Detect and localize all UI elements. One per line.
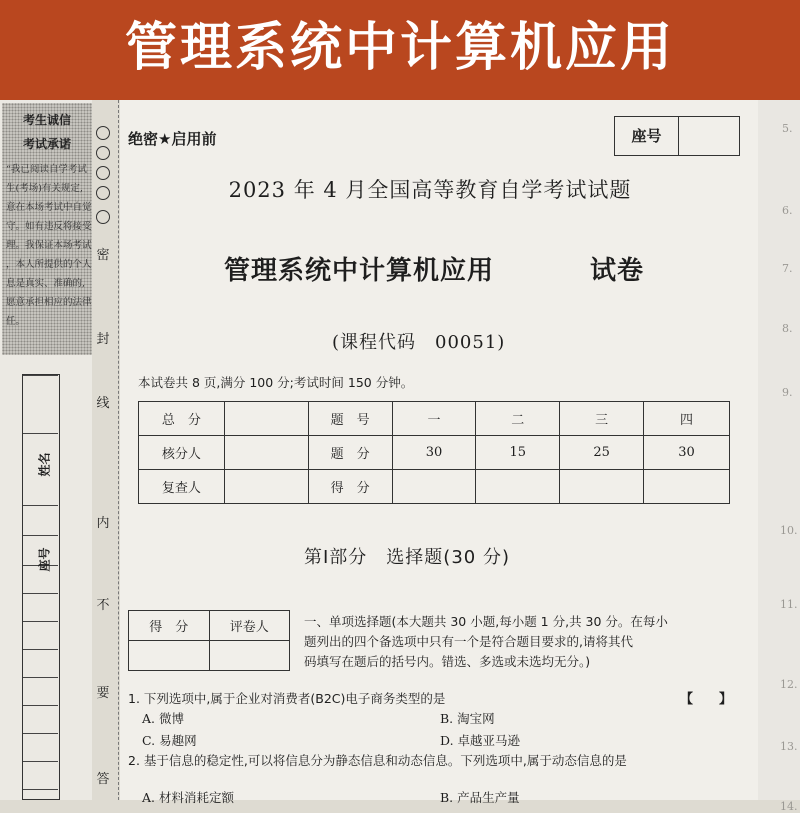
score-table-cell: 三 <box>560 402 644 436</box>
binding-char: 线 <box>96 396 110 411</box>
subject-title: 管理系统中计算机应用 <box>224 256 495 286</box>
next-page-question-number: 8. <box>782 322 793 335</box>
next-page-question-number: 14. <box>780 800 798 813</box>
banner-title: 管理系统中计算机应用 <box>124 18 675 78</box>
pledge-line: “我已阅读自学考试 <box>6 164 87 175</box>
binding-char: 要 <box>96 686 110 701</box>
next-page-question-number: 11. <box>780 598 798 611</box>
pledge-title-1: 考生诚信 <box>22 113 71 127</box>
seat-number-label: 座号 <box>631 127 662 145</box>
score-table-cell: 得 分 <box>308 470 392 504</box>
section-instructions <box>304 612 744 672</box>
binding-circle <box>96 126 110 140</box>
next-page-question-number: 5. <box>782 122 793 135</box>
binding-char: 内 <box>96 516 110 531</box>
score-table-cell: 25 <box>560 436 644 470</box>
instruction-line: 码填写在题后的括号内。错选、多选或未选均无分。) <box>304 654 591 669</box>
score-table-cell: 30 <box>644 436 730 470</box>
binding-circle <box>96 146 110 160</box>
score-table <box>138 401 730 504</box>
id-grid-cell <box>23 593 58 594</box>
binding-char: 封 <box>96 332 110 347</box>
id-grid-cell <box>23 535 58 536</box>
next-page-question-number: 7. <box>782 262 793 275</box>
id-grid-cell <box>23 677 58 678</box>
grader-name-cell <box>209 641 290 671</box>
exam-title: 2023 年 4 月全国高等教育自学考试试题 <box>228 178 632 202</box>
score-table-cell: 核分人 <box>139 436 225 470</box>
pledge-line: 愿意承担相应的法律 <box>6 297 92 308</box>
banner <box>0 0 800 100</box>
score-table-cell: 30 <box>392 436 476 470</box>
seat-label: 座号 <box>37 547 52 572</box>
pledge-line: 生(考场)有关规定, <box>6 183 83 194</box>
instruction-line: 一、单项选择题(本大题共 30 小题,每小题 1 分,共 30 分。在每小 <box>304 614 668 629</box>
pledge-line: 意在本场考试中自觉 <box>6 202 92 213</box>
score-table-cell: 四 <box>644 402 730 436</box>
pledge-line: 任。 <box>6 316 26 327</box>
pledge-line: 息是真实、准确的, <box>6 278 86 289</box>
score-table-cell <box>392 470 476 504</box>
binding-char: 密 <box>96 248 110 263</box>
pledge-line: 理。我保证本场考试 <box>6 240 92 251</box>
score-table-cell <box>476 470 560 504</box>
score-table-cell: 题 号 <box>308 402 392 436</box>
candidate-id-grid <box>22 374 60 800</box>
next-page-question-number: 12. <box>780 678 798 691</box>
binding-line <box>118 100 119 800</box>
score-table-cell: 15 <box>476 436 560 470</box>
id-grid-cell <box>23 433 58 434</box>
score-table-row <box>139 470 730 504</box>
id-grid-cell <box>23 505 58 506</box>
binding-char: 答 <box>96 772 110 787</box>
next-page-question-number: 9. <box>782 386 793 399</box>
score-table-cell: 复查人 <box>139 470 225 504</box>
id-grid-cell <box>23 761 58 762</box>
id-grid-cell <box>23 375 58 376</box>
score-table-row <box>139 436 730 470</box>
question-1-stem: 1. 下列选项中,属于企业对消费者(B2C)电子商务类型的是 <box>128 691 446 706</box>
score-table-cell <box>644 470 730 504</box>
score-table-cell: 总 分 <box>139 402 225 436</box>
score-table-row <box>139 402 730 436</box>
score-table-cell: 一 <box>392 402 476 436</box>
score-table-cell <box>224 436 308 470</box>
binding-char: 不 <box>96 598 110 613</box>
question-1-option-c: C. 易趣网 <box>142 733 197 748</box>
grader-score-cell <box>129 641 210 671</box>
question-2-stem: 2. 基于信息的稳定性,可以将信息分为静态信息和动态信息。下列选项中,属于动态信息的是 <box>128 753 627 768</box>
next-page-question-number: 13. <box>780 740 798 753</box>
score-table-cell: 二 <box>476 402 560 436</box>
pledge-title-2: 考试承诺 <box>22 137 71 151</box>
seat-number-box <box>614 116 740 156</box>
score-table-cell <box>224 402 308 436</box>
exam-info: 本试卷共 8 页,满分 100 分;考试时间 150 分钟。 <box>138 375 414 390</box>
name-label: 姓名 <box>37 452 52 477</box>
pledge-line: 守。如有违反将接受 <box>6 221 92 232</box>
section-title: 第Ⅰ部分 选择题(30 分) <box>304 547 510 568</box>
question-2-option-b: B. 产品生产量 <box>440 790 520 805</box>
score-table-cell <box>224 470 308 504</box>
id-grid-cell <box>23 789 58 790</box>
binding-circle <box>96 166 110 180</box>
question-2-option-a: A. 材料消耗定额 <box>142 790 234 805</box>
id-grid-cell <box>23 649 58 650</box>
score-table-cell: 题 分 <box>308 436 392 470</box>
grader-name-label: 评卷人 <box>209 611 290 641</box>
next-page-question-number: 10. <box>780 524 798 537</box>
course-code: (课程代码 00051) <box>332 332 506 353</box>
id-grid-cell <box>23 705 58 706</box>
next-page-edge <box>758 100 800 813</box>
instruction-line: 题列出的四个备选项中只有一个是符合题目要求的,请将其代 <box>304 634 633 649</box>
grader-table <box>128 610 290 671</box>
question-1-option-b: B. 淘宝网 <box>440 711 495 726</box>
paper-word: 试卷 <box>590 256 645 286</box>
id-grid-cell <box>23 621 58 622</box>
grader-score-label: 得 分 <box>129 611 210 641</box>
next-page-question-number: 6. <box>782 204 793 217</box>
confidential-mark: 绝密★启用前 <box>128 130 217 148</box>
binding-circle <box>96 186 110 200</box>
id-grid-cell <box>23 733 58 734</box>
question-1-option-a: A. 微博 <box>142 711 184 726</box>
score-table-cell <box>560 470 644 504</box>
pledge-line: ，本人所提供的个人 <box>6 259 92 270</box>
question-1-answer-bracket: 【 】 <box>680 692 733 707</box>
question-1-option-d: D. 卓越亚马逊 <box>440 733 521 748</box>
binding-circle <box>96 210 110 224</box>
pledge-text <box>6 160 92 331</box>
